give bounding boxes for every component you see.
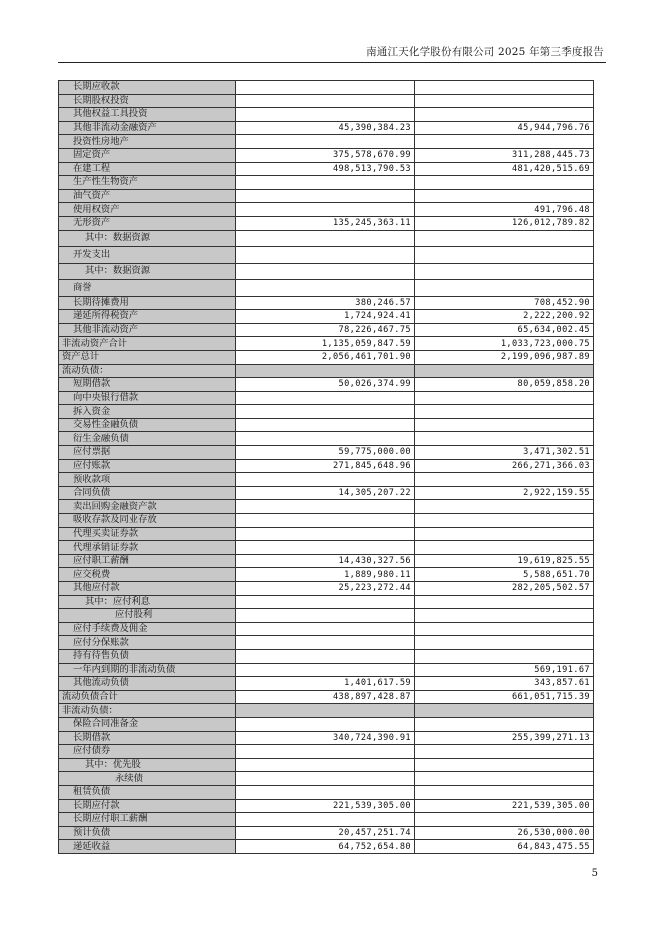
table-row: [59, 176, 594, 190]
prior-period-value: [415, 405, 594, 419]
table-row: [59, 595, 594, 609]
prior-period-value: [415, 704, 594, 718]
current-period-value: 1,135,059,847.59: [236, 337, 415, 351]
row-label: 开发支出: [59, 247, 236, 264]
current-period-value: [236, 595, 415, 609]
prior-period-value: 255,399,271.13: [415, 731, 594, 745]
current-period-value: [236, 405, 415, 419]
row-label: 其中：应付利息: [59, 595, 236, 609]
prior-period-value: 708,452.90: [415, 296, 594, 310]
row-label: 非流动资产合计: [59, 337, 236, 351]
table-row: [59, 121, 594, 135]
current-period-value: [236, 176, 415, 190]
prior-period-value: [415, 514, 594, 528]
current-period-value: [236, 473, 415, 487]
row-label: 应付股利: [59, 609, 236, 623]
current-period-value: 271,845,648.96: [236, 459, 415, 473]
current-period-value: 14,430,327.56: [236, 554, 415, 568]
current-period-value: 64,752,654.80: [236, 840, 415, 854]
row-label: 投资性房地产: [59, 135, 236, 149]
table-row: [59, 432, 594, 446]
row-label: 其他权益工具投资: [59, 108, 236, 122]
prior-period-value: 5,588,651.70: [415, 568, 594, 582]
prior-period-value: [415, 280, 594, 297]
table-row: [59, 514, 594, 528]
prior-period-value: 481,420,515.69: [415, 162, 594, 176]
row-label: 合同负债: [59, 486, 236, 500]
row-label: 在建工程: [59, 162, 236, 176]
current-period-value: 380,246.57: [236, 296, 415, 310]
row-label: 使用权资产: [59, 203, 236, 217]
current-period-value: [236, 108, 415, 122]
current-period-value: [236, 432, 415, 446]
table-row: [59, 280, 594, 297]
row-label: 卖出回购金融资产款: [59, 500, 236, 514]
current-period-value: [236, 745, 415, 759]
table-row: [59, 337, 594, 351]
table-row: [59, 323, 594, 337]
prior-period-value: [415, 527, 594, 541]
current-period-value: [236, 622, 415, 636]
prior-period-value: 80,059,858.20: [415, 378, 594, 392]
row-label: 应交税费: [59, 568, 236, 582]
row-label: 商誉: [59, 280, 236, 297]
current-period-value: 498,513,790.53: [236, 162, 415, 176]
current-period-value: [236, 609, 415, 623]
prior-period-value: [415, 758, 594, 772]
current-period-value: 221,539,305.00: [236, 799, 415, 813]
table-row: [59, 148, 594, 162]
row-label: 其他应付款: [59, 582, 236, 596]
row-label: 其他非流动资产: [59, 323, 236, 337]
prior-period-value: 65,634,002.45: [415, 323, 594, 337]
row-label: 递延所得税资产: [59, 310, 236, 324]
section-header-row: [59, 704, 594, 718]
table-row: [59, 405, 594, 419]
current-period-value: [236, 636, 415, 650]
current-period-value: 20,457,251.74: [236, 826, 415, 840]
current-period-value: 438,897,428.87: [236, 690, 415, 704]
prior-period-value: [415, 785, 594, 799]
prior-period-value: 311,288,445.73: [415, 148, 594, 162]
row-label: 租赁负债: [59, 785, 236, 799]
prior-period-value: [415, 135, 594, 149]
table-row: [59, 813, 594, 827]
table-row: [59, 94, 594, 108]
current-period-value: [236, 94, 415, 108]
current-period-value: 78,226,467.75: [236, 323, 415, 337]
current-period-value: [236, 649, 415, 663]
prior-period-value: 221,539,305.00: [415, 799, 594, 813]
table-row: [59, 799, 594, 813]
current-period-value: [236, 418, 415, 432]
row-label: 无形资产: [59, 216, 236, 230]
row-label: 保险合同准备金: [59, 717, 236, 731]
row-label: 生产性生物资产: [59, 176, 236, 190]
current-period-value: 135,245,363.11: [236, 216, 415, 230]
row-label: 长期待摊费用: [59, 296, 236, 310]
table-row: [59, 263, 594, 280]
prior-period-value: [415, 622, 594, 636]
row-label: 长期应付款: [59, 799, 236, 813]
table-row: [59, 663, 594, 677]
prior-period-value: [415, 541, 594, 555]
current-period-value: [236, 280, 415, 297]
table-row: [59, 378, 594, 392]
current-period-value: 1,889,980.11: [236, 568, 415, 582]
current-period-value: [236, 813, 415, 827]
balance-sheet-body: [59, 81, 594, 854]
current-period-value: [236, 772, 415, 786]
table-row: [59, 554, 594, 568]
row-label: 油气资产: [59, 189, 236, 203]
table-row: [59, 446, 594, 460]
table-row: [59, 108, 594, 122]
table-row: [59, 690, 594, 704]
table-row: [59, 840, 594, 854]
table-row: [59, 731, 594, 745]
row-label: 应付账款: [59, 459, 236, 473]
current-period-value: 2,056,461,701.90: [236, 350, 415, 364]
table-row: [59, 636, 594, 650]
row-label: 一年内到期的非流动负债: [59, 663, 236, 677]
table-row: [59, 649, 594, 663]
table-row: [59, 310, 594, 324]
prior-period-value: [415, 772, 594, 786]
prior-period-value: [415, 418, 594, 432]
prior-period-value: 569,191.67: [415, 663, 594, 677]
prior-period-value: [415, 247, 594, 264]
table-row: [59, 350, 594, 364]
row-label: 应付分保账款: [59, 636, 236, 650]
prior-period-value: 343,857.61: [415, 677, 594, 691]
prior-period-value: [415, 717, 594, 731]
row-label: 其中：数据资源: [59, 230, 236, 247]
row-label: 预收款项: [59, 473, 236, 487]
current-period-value: [236, 541, 415, 555]
row-label: 长期应付职工薪酬: [59, 813, 236, 827]
current-period-value: 1,401,617.59: [236, 677, 415, 691]
current-period-value: 375,578,670.99: [236, 148, 415, 162]
current-period-value: [236, 263, 415, 280]
current-period-value: [236, 189, 415, 203]
row-label: 向中央银行借款: [59, 391, 236, 405]
table-row: [59, 203, 594, 217]
page-number: 5: [591, 868, 598, 879]
table-row: [59, 541, 594, 555]
row-label: 应付手续费及佣金: [59, 622, 236, 636]
row-label: 其他非流动金融资产: [59, 121, 236, 135]
row-label: 流动负债合计: [59, 690, 236, 704]
current-period-value: [236, 500, 415, 514]
row-label: 衍生金融负债: [59, 432, 236, 446]
row-label: 长期股权投资: [59, 94, 236, 108]
row-label: 代理买卖证券款: [59, 527, 236, 541]
table-row: [59, 296, 594, 310]
current-period-value: [236, 391, 415, 405]
balance-sheet-table: [58, 80, 594, 854]
prior-period-value: 282,205,502.57: [415, 582, 594, 596]
prior-period-value: [415, 94, 594, 108]
row-label: 持有待售负债: [59, 649, 236, 663]
current-period-value: [236, 663, 415, 677]
prior-period-value: [415, 636, 594, 650]
table-row: [59, 758, 594, 772]
table-row: [59, 500, 594, 514]
prior-period-value: [415, 813, 594, 827]
row-label: 其中：优先股: [59, 758, 236, 772]
table-row: [59, 459, 594, 473]
current-period-value: 25,223,272.44: [236, 582, 415, 596]
table-row: [59, 418, 594, 432]
prior-period-value: [415, 649, 594, 663]
row-label: 代理承销证券款: [59, 541, 236, 555]
table-row: [59, 772, 594, 786]
row-label: 应付债券: [59, 745, 236, 759]
row-label: 永续债: [59, 772, 236, 786]
current-period-value: 14,305,207.22: [236, 486, 415, 500]
prior-period-value: [415, 609, 594, 623]
current-period-value: 1,724,924.41: [236, 310, 415, 324]
prior-period-value: 126,012,789.82: [415, 216, 594, 230]
current-period-value: 340,724,390.91: [236, 731, 415, 745]
table-row: [59, 677, 594, 691]
table-row: [59, 230, 594, 247]
prior-period-value: 3,471,302.51: [415, 446, 594, 460]
table-row: [59, 216, 594, 230]
row-label: 拆入资金: [59, 405, 236, 419]
row-label: 其他流动负债: [59, 677, 236, 691]
row-label: 吸收存款及同业存放: [59, 514, 236, 528]
prior-period-value: [415, 745, 594, 759]
prior-period-value: 45,944,796.76: [415, 121, 594, 135]
current-period-value: 45,390,384.23: [236, 121, 415, 135]
current-period-value: [236, 758, 415, 772]
current-period-value: [236, 364, 415, 378]
row-label: 应付票据: [59, 446, 236, 460]
prior-period-value: 661,051,715.39: [415, 690, 594, 704]
prior-period-value: 2,922,159.55: [415, 486, 594, 500]
prior-period-value: [415, 595, 594, 609]
current-period-value: 59,775,000.00: [236, 446, 415, 460]
table-row: [59, 189, 594, 203]
row-label: 递延收益: [59, 840, 236, 854]
prior-period-value: [415, 432, 594, 446]
table-row: [59, 135, 594, 149]
prior-period-value: [415, 230, 594, 247]
table-row: [59, 622, 594, 636]
current-period-value: [236, 230, 415, 247]
table-row: [59, 247, 594, 264]
table-row: [59, 826, 594, 840]
prior-period-value: [415, 364, 594, 378]
row-label: 长期应收款: [59, 81, 236, 95]
prior-period-value: 1,033,723,000.75: [415, 337, 594, 351]
prior-period-value: 491,796.48: [415, 203, 594, 217]
table-row: [59, 568, 594, 582]
prior-period-value: [415, 473, 594, 487]
prior-period-value: [415, 263, 594, 280]
row-label: 其中：数据资源: [59, 263, 236, 280]
prior-period-value: [415, 500, 594, 514]
row-label: 预计负债: [59, 826, 236, 840]
current-period-value: [236, 203, 415, 217]
table-row: [59, 582, 594, 596]
current-period-value: [236, 704, 415, 718]
row-label: 交易性金融负债: [59, 418, 236, 432]
table-row: [59, 785, 594, 799]
report-header: 南通江天化学股份有限公司 2025 年第三季度报告: [366, 46, 604, 58]
prior-period-value: 2,222,200.92: [415, 310, 594, 324]
current-period-value: [236, 247, 415, 264]
current-period-value: [236, 527, 415, 541]
table-row: [59, 162, 594, 176]
prior-period-value: 19,619,825.55: [415, 554, 594, 568]
row-label: 资产总计: [59, 350, 236, 364]
table-row: [59, 527, 594, 541]
row-label: 非流动负债：: [59, 704, 236, 718]
prior-period-value: 266,271,366.03: [415, 459, 594, 473]
prior-period-value: [415, 189, 594, 203]
table-row: [59, 486, 594, 500]
current-period-value: [236, 81, 415, 95]
row-label: 长期借款: [59, 731, 236, 745]
prior-period-value: 2,199,096,987.89: [415, 350, 594, 364]
table-row: [59, 81, 594, 95]
prior-period-value: [415, 81, 594, 95]
table-row: [59, 717, 594, 731]
prior-period-value: 64,843,475.55: [415, 840, 594, 854]
section-header-row: [59, 364, 594, 378]
table-row: [59, 745, 594, 759]
prior-period-value: [415, 108, 594, 122]
table-row: [59, 609, 594, 623]
current-period-value: [236, 514, 415, 528]
prior-period-value: 26,530,000.00: [415, 826, 594, 840]
prior-period-value: [415, 176, 594, 190]
current-period-value: [236, 135, 415, 149]
row-label: 固定资产: [59, 148, 236, 162]
current-period-value: [236, 785, 415, 799]
row-label: 流动负债：: [59, 364, 236, 378]
table-row: [59, 391, 594, 405]
header-rule: [58, 62, 606, 63]
prior-period-value: [415, 391, 594, 405]
table-row: [59, 473, 594, 487]
row-label: 短期借款: [59, 378, 236, 392]
current-period-value: 50,026,374.99: [236, 378, 415, 392]
current-period-value: [236, 717, 415, 731]
row-label: 应付职工薪酬: [59, 554, 236, 568]
